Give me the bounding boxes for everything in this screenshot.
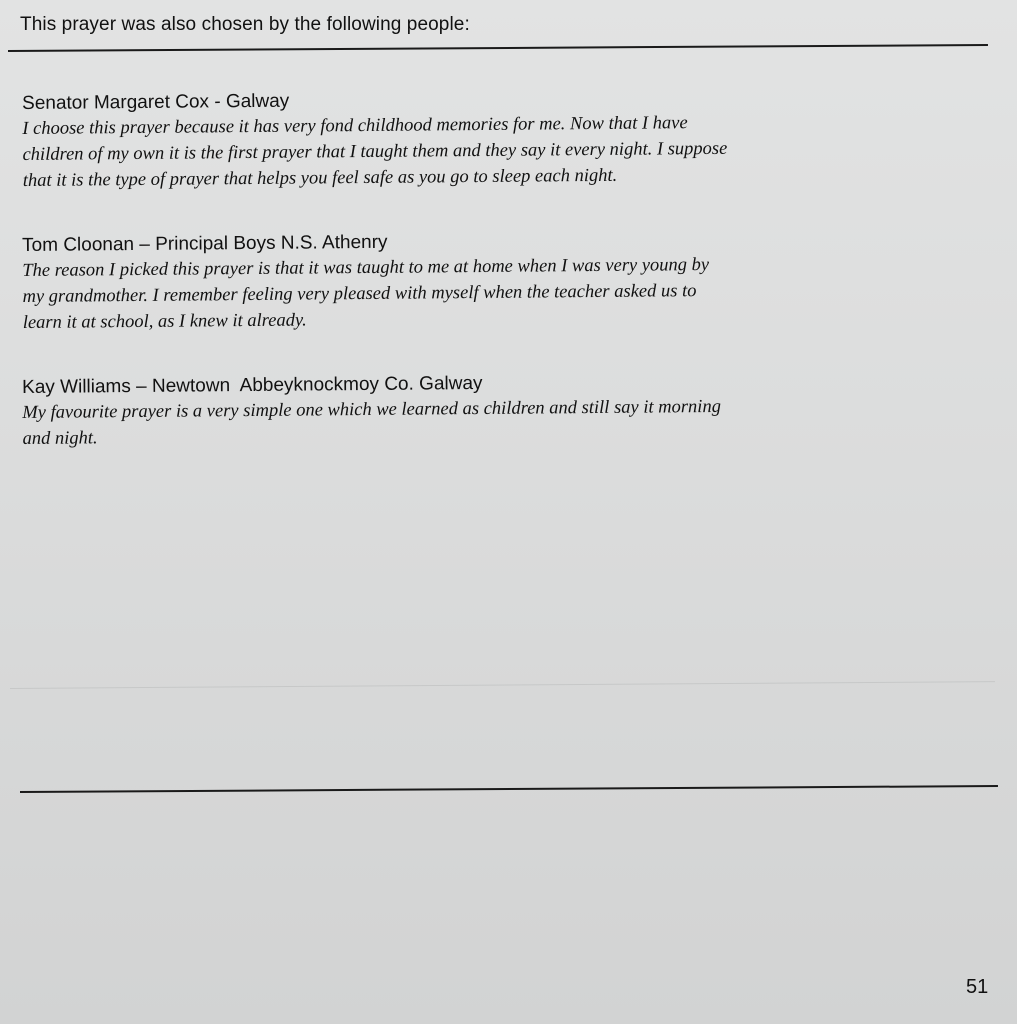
entry-text-line: The reason I picked this prayer is that it was taught to me at home when I was very young by	[22, 255, 710, 281]
entry-text-line: my grandmother. I remember feeling very pleased with myself when the teacher asked us to	[22, 281, 697, 307]
entry-text-line: My favourite prayer is a very simple one which we learned as children and still say it morning	[22, 396, 722, 423]
entry-margaret-cox	[22, 84, 993, 194]
page-heading: This prayer was also chosen by the following people:	[20, 14, 470, 35]
page-number: 51	[966, 976, 989, 998]
entry-text-line: learn it at school, as I knew it already.	[22, 310, 307, 333]
entry-text	[22, 250, 983, 336]
entry-text-line: children of my own it is the first prayer that I taught them and they say it every night. I suppose	[22, 138, 728, 165]
entry-kay-williams	[22, 368, 993, 452]
entry-tom-cloonan	[22, 226, 993, 336]
entry-author: Kay Williams – Newtown Abbeyknockmoy Co. Galway	[22, 372, 483, 398]
entry-text-line: I choose this prayer because it has very fond childhood memories for me. Now that I have	[22, 113, 688, 139]
entry-text-line: that it is the type of prayer that helps you feel safe as you go to sleep each night.	[22, 165, 618, 191]
top-divider	[8, 44, 988, 52]
bottom-divider	[20, 785, 998, 793]
faint-divider	[10, 681, 995, 689]
entry-author: Senator Margaret Cox - Galway	[22, 90, 290, 114]
entry-text	[22, 392, 982, 452]
entry-author: Tom Cloonan – Principal Boys N.S. Athenry	[22, 231, 388, 256]
entry-text	[22, 108, 983, 194]
entry-text-line: and night.	[22, 428, 98, 449]
